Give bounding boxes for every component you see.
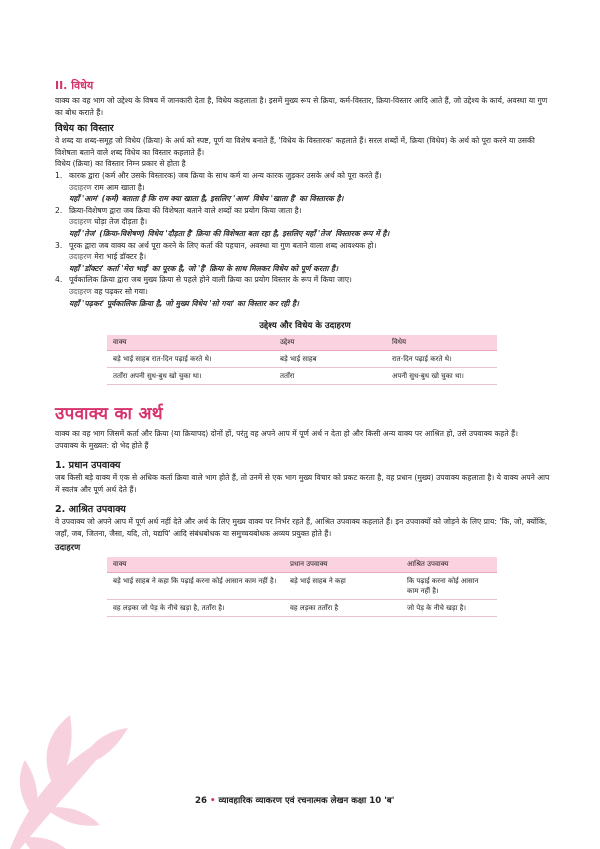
table-header: प्रधान उपवाक्य: [284, 557, 401, 573]
page-number: 26: [195, 796, 207, 806]
example-line: उदाहरण राम आम खाता है।: [69, 182, 145, 192]
expansion-text: वे शब्द या शब्द-समूह जो विधेय (क्रिया) के अर्थ को स्पष्ट, पूर्ण या विशेष बनाते हैं, 'विधेय के विस्तारक' कहलाते हैं। सरल शब्दों में, क्रिया (विधेय) के अर्थ को पूरा करने या उसकी विशेषता बताने वाले शब्द विधेय का विस्तार कहलाते हैं।: [55, 136, 535, 157]
table-cell: कि पढ़ाई करना कोई आसान काम नहीं है।: [401, 572, 497, 599]
upvakya-types-intro: उपवाक्य के मुख्यत: दो भेद होते हैं: [55, 440, 149, 450]
explanation-line: यहाँ 'पढ़कर' पूर्वकालिक क्रिया है, जो मुख्य विधेय 'सो गया' का विस्तार कर रही है।: [69, 298, 299, 308]
dependent-clause-heading: 2. आश्रित उपवाक्य: [55, 504, 126, 516]
list-item: 4. पूर्वकालिक क्रिया द्वारा जब मुख्य क्रिया से पहले होने वाली क्रिया का प्रयोग विस्तार के रूप में किया जाए।: [55, 275, 352, 285]
main-clause-heading: 1. प्रधान उपवाक्य: [55, 460, 121, 472]
list-item: 2. क्रिया-विशेषण द्वारा जब क्रिया की विशेषता बताने वाले शब्दों का प्रयोग किया जाता है।: [55, 205, 302, 215]
methods-intro: विधेय (क्रिया) का विस्तार निम्न प्रकार से होता है: [55, 159, 186, 169]
section-heading-vidheya: II. विधेय: [55, 79, 94, 92]
explanation-line: यहाँ 'डॉक्टर' कर्ता 'मेरा भाई' का पूरक है, जो 'है' क्रिया के साथ मिलकर विधेय को पूर्ण करता है।: [69, 263, 338, 273]
table-cell: वह लड़का जो पेड़ के नीचे खड़ा है, तताँरा है।: [107, 599, 284, 616]
table-row: [107, 572, 497, 599]
explanation-line: यहाँ 'तेज' (क्रिया-विशेषण) विधेय 'दौड़ता है' क्रिया की विशेषता बता रहा है, इसलिए यहाँ 'तेज' विस्तारक रूप में है।: [69, 228, 390, 238]
example-heading: उदाहरण: [55, 541, 81, 552]
table-header-row: [107, 557, 497, 573]
table-header-row: [107, 335, 497, 351]
table-header: विधेय: [386, 335, 497, 351]
list-item: 1. कारक द्वारा (कर्म और उसके विस्तारक) जब क्रिया के साथ कर्म या अन्य कारक जुड़कर उसके अर्थ को पूरा करते हैं।: [55, 170, 382, 180]
table-title: उद्देश्य और विधेय के उदाहरण: [259, 321, 351, 332]
example-line: उदाहरण वह पढ़कर सो गया।: [69, 286, 148, 296]
table-cell: तताँरा अपनी सुध-बुध खो चुका था।: [107, 368, 274, 385]
table-cell: बड़े भाई साहब ने कहा कि पढ़ाई करना कोई आसान काम नहीं है।: [107, 572, 284, 599]
table-header: वाक्य: [107, 335, 274, 351]
clause-table: [107, 557, 497, 617]
table-cell: तताँरा: [274, 368, 386, 385]
table-cell: वह लड़का तताँरा है: [284, 599, 401, 616]
table-header: वाक्य: [107, 557, 284, 573]
explanation-line: यहाँ 'आम' (कर्म) बताता है कि राम क्या खाता है, इसलिए 'आम' विधेय 'खाता है' का विस्तारक है।: [69, 194, 344, 204]
table-row: [107, 599, 497, 616]
example-line: उदाहरण मेरा भाई डॉक्टर है।: [69, 252, 147, 262]
expansion-methods-list: [55, 170, 555, 182]
upvakya-intro: वाक्य का वह भाग जिसमें कर्ता और क्रिया (या क्रियापद) दोनों हों, परंतु वह अपने आप में पूर्ण अर्थ न देता हो और किसी अन्य वाक्य पर आश्रित हो, उसे उपवाक्य कहते हैं।: [55, 429, 518, 439]
footer-bullet: •: [209, 796, 216, 806]
main-clause-text: जब किसी बड़े वाक्य में एक से अधिक कर्ता क्रिया वाले भाग होते हैं, तो उनमें से एक भाग मुख्य विचार को प्रकट करता है, वह प्रधान (मुख्य) उपवाक्य कहलाता है। ये वाक्य अपने आप में स्वतंत्र और पूर्ण अर्थ देते हैं।: [55, 473, 550, 494]
page-content: [55, 78, 555, 617]
leaf-decoration-icon: [0, 680, 130, 849]
dependent-clause-text: वे उपवाक्य जो अपने आप में पूर्ण अर्थ नहीं देते और अर्थ के लिए मुख्य वाक्य पर निर्भर रहते हैं, आश्रित उपवाक्य कहलाते हैं। इन उपवाक्यों को जोड़ने के लिए प्राय: 'कि, जो, क्योंकि, जहाँ, जब, जितना, जैसा, यदि, तो, यद्यपि' आदि संबंधबोधक या समुच्चयबोधक अव्यय प्रयुक्त होते हैं।: [55, 517, 548, 539]
table-cell: जो पेड़ के नीचे खड़ा है।: [401, 599, 497, 616]
table-cell: बड़े भाई साहब ने कहा: [284, 572, 401, 599]
subject-predicate-table: [107, 335, 497, 385]
section-heading-upvakya: उपवाक्य का अर्थ: [55, 404, 163, 425]
table-cell: अपनी सुध-बुध खो चुका था।: [386, 368, 497, 385]
table-row: [107, 368, 497, 385]
table-cell: रात-दिन पढ़ाई करते थे।: [386, 351, 497, 368]
vidheya-intro: वाक्य का वह भाग जो उद्देश्य के विषय में जानकारी देता है, विधेय कहलाता है। इसमें मुख्य रूप से क्रिया, कर्म-विस्तार, क्रिया-विस्तार आदि आते हैं, जो उद्देश्य के कार्य, अवस्था या गुण का बोध कराते हैं।: [55, 96, 548, 117]
table-row: [107, 351, 497, 368]
example-line: उदाहरण घोड़ा तेज दौड़ता है।: [69, 217, 148, 227]
book-title: व्यावहारिक व्याकरण एवं रचनात्मक लेखन कक्षा 10 'ब': [218, 796, 395, 806]
table-cell: बड़े भाई साहब: [274, 351, 386, 368]
list-item: 3. पूरक द्वारा जब वाक्य का अर्थ पूरा करने के लिए कर्ता की पहचान, अवस्था या गुण बताने वाला शब्द आवश्यक हो।: [55, 240, 377, 250]
table-cell: बड़े भाई साहब रात-दिन पढ़ाई करते थे।: [107, 351, 274, 368]
table-header: आश्रित उपवाक्य: [401, 557, 497, 573]
expansion-heading: विधेय का विस्तार: [55, 123, 114, 135]
page-footer: [195, 794, 394, 806]
table-header: उद्देश्य: [274, 335, 386, 351]
